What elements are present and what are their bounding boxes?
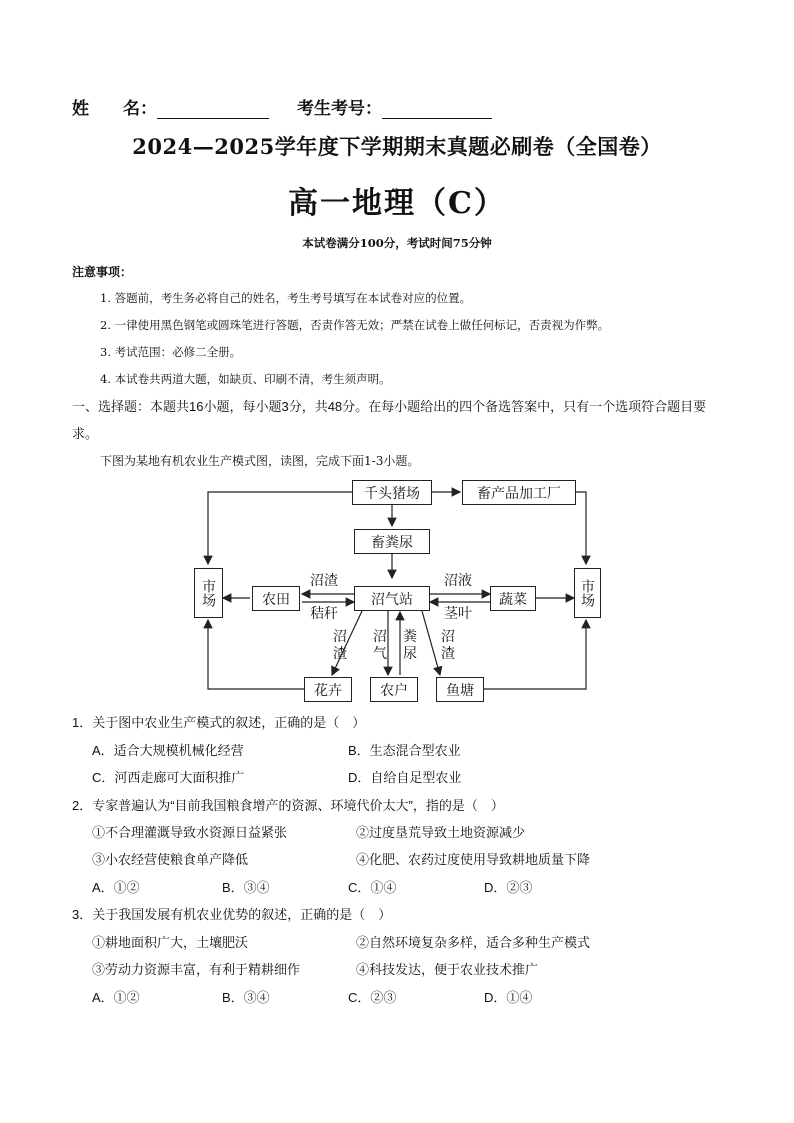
question-3-stem: 3．关于我国发展有机农业优势的叙述，正确的是（ ） [72,907,392,922]
pig-farm-box: 千头猪场 [352,480,432,505]
question-1-option-d[interactable]: D．自给自足型农业 [348,770,462,785]
stems-label: 茎叶 [444,605,472,621]
question-3-statement-1: ①耕地面积广大，土壤肥沃 [92,935,249,950]
question-2-option-b[interactable]: B．③④ [222,880,270,895]
question-1-stem: 1．关于图中农业生产模式的叙述，正确的是（ ） [72,715,366,730]
residue-down-right-label: 沼渣 [441,628,455,661]
section-one-instructions: 一、选择题：本题共16小题，每小题3分，共48分。在每小题给出的四个备选答案中，只有一个选项符合题目要求。 [72,399,707,441]
liquid-label: 沼液 [444,572,472,588]
question-3-option-d[interactable]: D．①④ [484,990,533,1005]
market-right-box [574,568,601,618]
score-note: 本试卷满分100分，考试时间75分钟 [302,236,492,250]
market-right-label: 市场 [580,579,596,607]
notice-heading: 注意事项： [72,265,133,279]
notice-item: 3. 考试范围：必修二全册。 [100,345,242,359]
question-3-statement-4: ④科技发达，便于农业技术推广 [356,962,539,977]
question-3-statement-3: ③劳动力资源丰富，有利于精耕细作 [92,962,301,977]
organic-farming-diagram [190,478,610,708]
question-3-option-a[interactable]: A．①② [92,990,140,1005]
candidate-info-line [72,94,692,119]
farmland-box: 农田 [252,586,300,611]
market-left-label: 市场 [201,579,217,607]
question-1-option-a[interactable]: A．适合大规模机械化经营 [92,743,244,758]
vegetables-box: 蔬菜 [490,586,536,611]
fish-pond-box: 鱼塘 [436,677,484,702]
manure-box: 畜粪尿 [354,529,430,554]
notice-item: 2. 一律使用黑色钢笔或圆珠笔进行答题，否责作答无效；严禁在试卷上做任何标记，否责视为作弊。 [100,318,610,332]
question-3-option-c[interactable]: C．②③ [348,990,397,1005]
question-2-statement-4: ④化肥、农药过度使用导致耕地质量下降 [356,852,591,867]
straw-label: 秸秆 [310,605,338,621]
subject-title: 高一地理（C） [288,186,506,221]
question-2-stem: 2．专家普遍认为“目前我国粮食增产的资源、环境代价太大”，指的是（ ） [72,798,504,813]
name-label: 姓 名： [72,99,157,119]
question-2-option-a[interactable]: A．①② [92,880,140,895]
residue-down-left-label: 沼渣 [333,628,347,661]
residue-left-label: 沼渣 [310,572,338,588]
question-2-statement-2: ②过度垦荒导致土地资源减少 [356,825,526,840]
notice-item: 1. 答题前，考生务必将自己的姓名，考生考号填写在本试卷对应的位置。 [100,291,472,305]
diagram-intro: 下图为某地有机农业生产模式图，读图，完成下面1-3小题。 [100,454,420,468]
market-left-box [194,568,223,618]
question-2-statement-1: ①不合理灌溉导致水资源日益紧张 [92,825,288,840]
name-blank[interactable] [157,100,269,119]
exam-number-label: 考生考号： [297,99,382,119]
question-2-option-c[interactable]: C．①④ [348,880,397,895]
notice-item: 4. 本试卷共两道大题，如缺页、印刷不清，考生须声明。 [100,372,391,386]
gas-down-label: 沼气 [373,628,387,661]
question-2-option-d[interactable]: D．②③ [484,880,533,895]
biogas-station-box: 沼气站 [354,586,430,611]
question-3-option-b[interactable]: B．③④ [222,990,270,1005]
question-3-statement-2: ②自然环境复杂多样，适合多种生产模式 [356,935,591,950]
exam-number-blank[interactable] [382,100,492,119]
question-2-statement-3: ③小农经营使粮食单产降低 [92,852,249,867]
exam-title: 2024—2025学年度下学期期末真题必刷卷（全国卷） [132,134,662,159]
question-1-option-b[interactable]: B．生态混合型农业 [348,743,461,758]
manure-up-label: 粪尿 [403,628,417,661]
processing-plant-box: 畜产品加工厂 [462,480,576,505]
flowers-box: 花卉 [304,677,352,702]
question-1-option-c[interactable]: C．河西走廊可大面积推广 [92,770,245,785]
farmers-box: 农户 [370,677,418,702]
